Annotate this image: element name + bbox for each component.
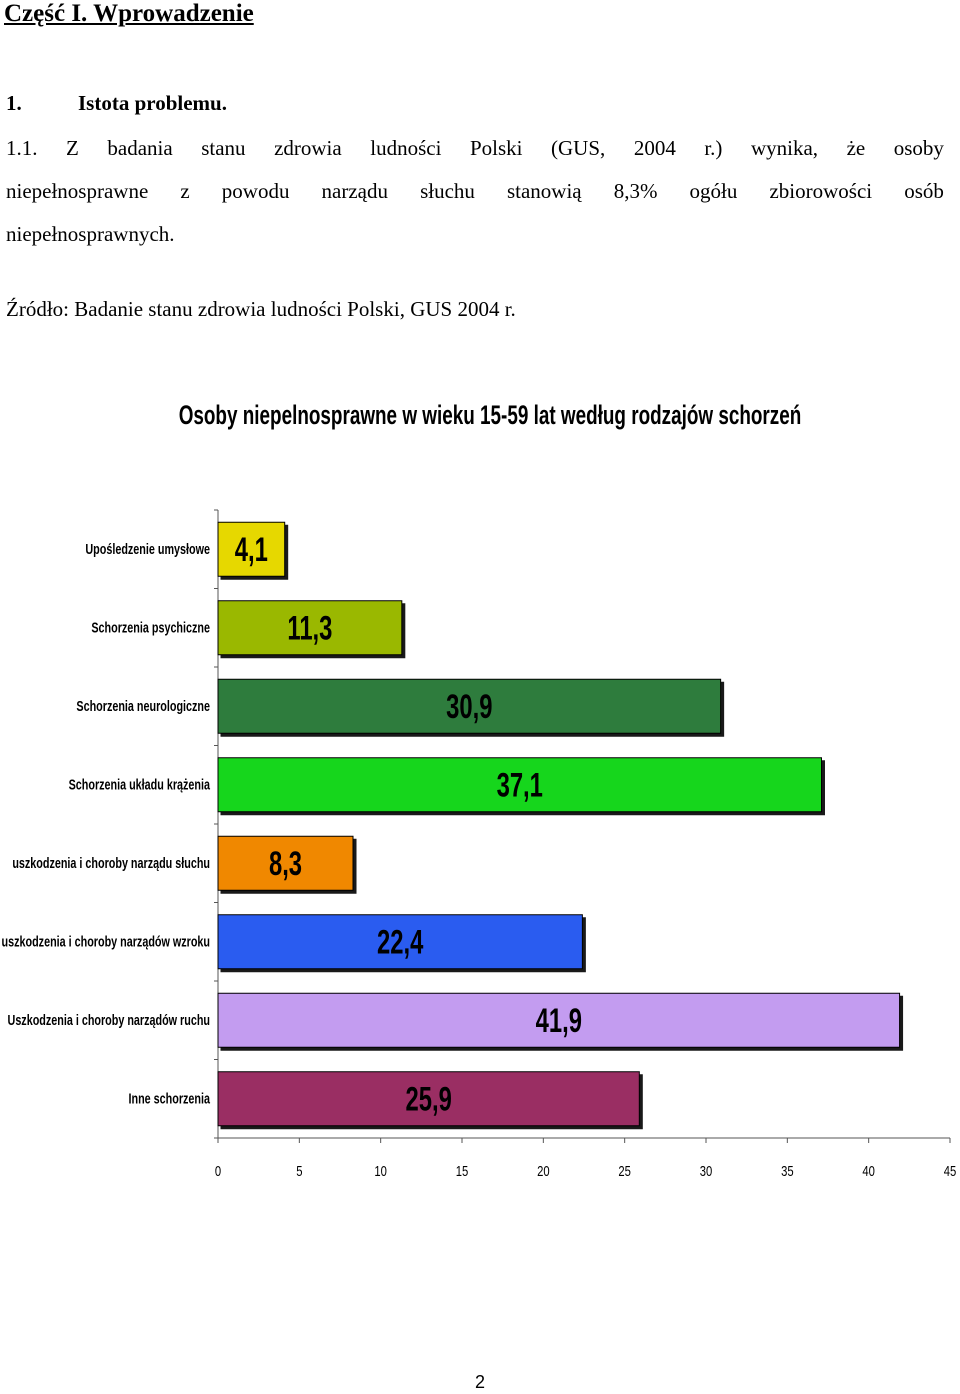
part-title: Część I. Wprowadzenie — [4, 0, 254, 27]
category-label: Schorzenia psychiczne — [91, 618, 210, 637]
data-label: 37,1 — [496, 766, 543, 805]
paragraph-word: 1.1. — [6, 136, 38, 160]
x-tick-label: 15 — [455, 1162, 469, 1180]
x-tick-label: 35 — [781, 1162, 794, 1180]
data-label: 8,3 — [268, 845, 303, 884]
paragraph-word: badania — [107, 136, 173, 160]
paragraph-word: osób — [904, 179, 944, 203]
paragraph-word: ludności — [370, 136, 442, 160]
paragraph-word: ogółu — [689, 179, 738, 203]
x-tick-label: 45 — [943, 1162, 957, 1180]
paragraph-word: że — [846, 136, 866, 160]
paragraph-word: Z — [66, 136, 79, 160]
paragraph-word: Polski — [469, 136, 523, 160]
paragraph-word: niepełnosprawnych. — [6, 222, 175, 246]
source-citation: Źródło: Badanie stanu zdrowia ludności Polski, GUS 2004 r. — [6, 297, 516, 321]
paragraph-word: osoby — [893, 136, 944, 160]
category-label: Schorzenia układu krążenia — [68, 775, 211, 794]
paragraph-word: powodu — [221, 179, 290, 203]
chart — [0, 380, 960, 1200]
chart-title: Osoby niepelnosprawne w wieku 15-59 lat według rodzajów schorzeń — [178, 399, 802, 430]
paragraph-line — [6, 170, 944, 213]
paragraph-word: z — [180, 179, 190, 203]
data-label: 22,4 — [377, 923, 424, 962]
data-label: 4,1 — [234, 531, 268, 570]
x-tick-label: 0 — [214, 1162, 222, 1180]
x-tick-label: 30 — [699, 1162, 713, 1180]
x-tick-label: 25 — [618, 1162, 631, 1180]
category-label: Uszkodzenia i choroby narządów ruchu — [7, 1011, 210, 1029]
category-label: Upośledzenie umysłowe — [85, 540, 210, 558]
paragraph-word: 8,3% — [613, 179, 658, 203]
x-tick-label: 40 — [862, 1162, 875, 1180]
paragraph — [6, 127, 944, 256]
paragraph-word: stanowią — [506, 179, 582, 203]
section-number: 1. — [6, 91, 22, 115]
paragraph-word: stanu — [201, 136, 246, 160]
category-label: uszkodzenia i choroby narządu słuchu — [12, 854, 211, 872]
data-label: 41,9 — [535, 1002, 582, 1041]
category-label: Inne schorzenia — [128, 1089, 210, 1108]
paragraph-line — [6, 213, 944, 256]
paragraph-word: słuchu — [420, 179, 475, 203]
paragraph-word: r.) — [704, 136, 723, 160]
category-label: uszkodzenia i choroby narządów wzroku — [1, 932, 211, 951]
x-tick-label: 10 — [374, 1162, 387, 1180]
paragraph-word: zdrowia — [274, 136, 342, 160]
data-label: 11,3 — [287, 609, 333, 648]
data-label: 25,9 — [405, 1080, 452, 1119]
paragraph-word: wynika, — [750, 136, 819, 160]
page-number: 2 — [474, 1372, 485, 1392]
paragraph-word: narządu — [321, 179, 388, 203]
paragraph-word: 2004 — [633, 136, 676, 160]
paragraph-word: niepełnosprawne — [6, 179, 149, 203]
paragraph-word: zbiorowości — [769, 179, 873, 203]
x-tick-label: 20 — [537, 1162, 550, 1180]
section-title: Istota problemu. — [78, 91, 227, 115]
data-label: 30,9 — [446, 688, 493, 727]
category-label: Schorzenia neurologiczne — [76, 697, 210, 715]
x-tick-label: 5 — [296, 1162, 303, 1180]
bar-chart-svg — [0, 380, 960, 1200]
paragraph-word: (GUS, — [551, 136, 606, 160]
paragraph-line — [6, 127, 944, 170]
